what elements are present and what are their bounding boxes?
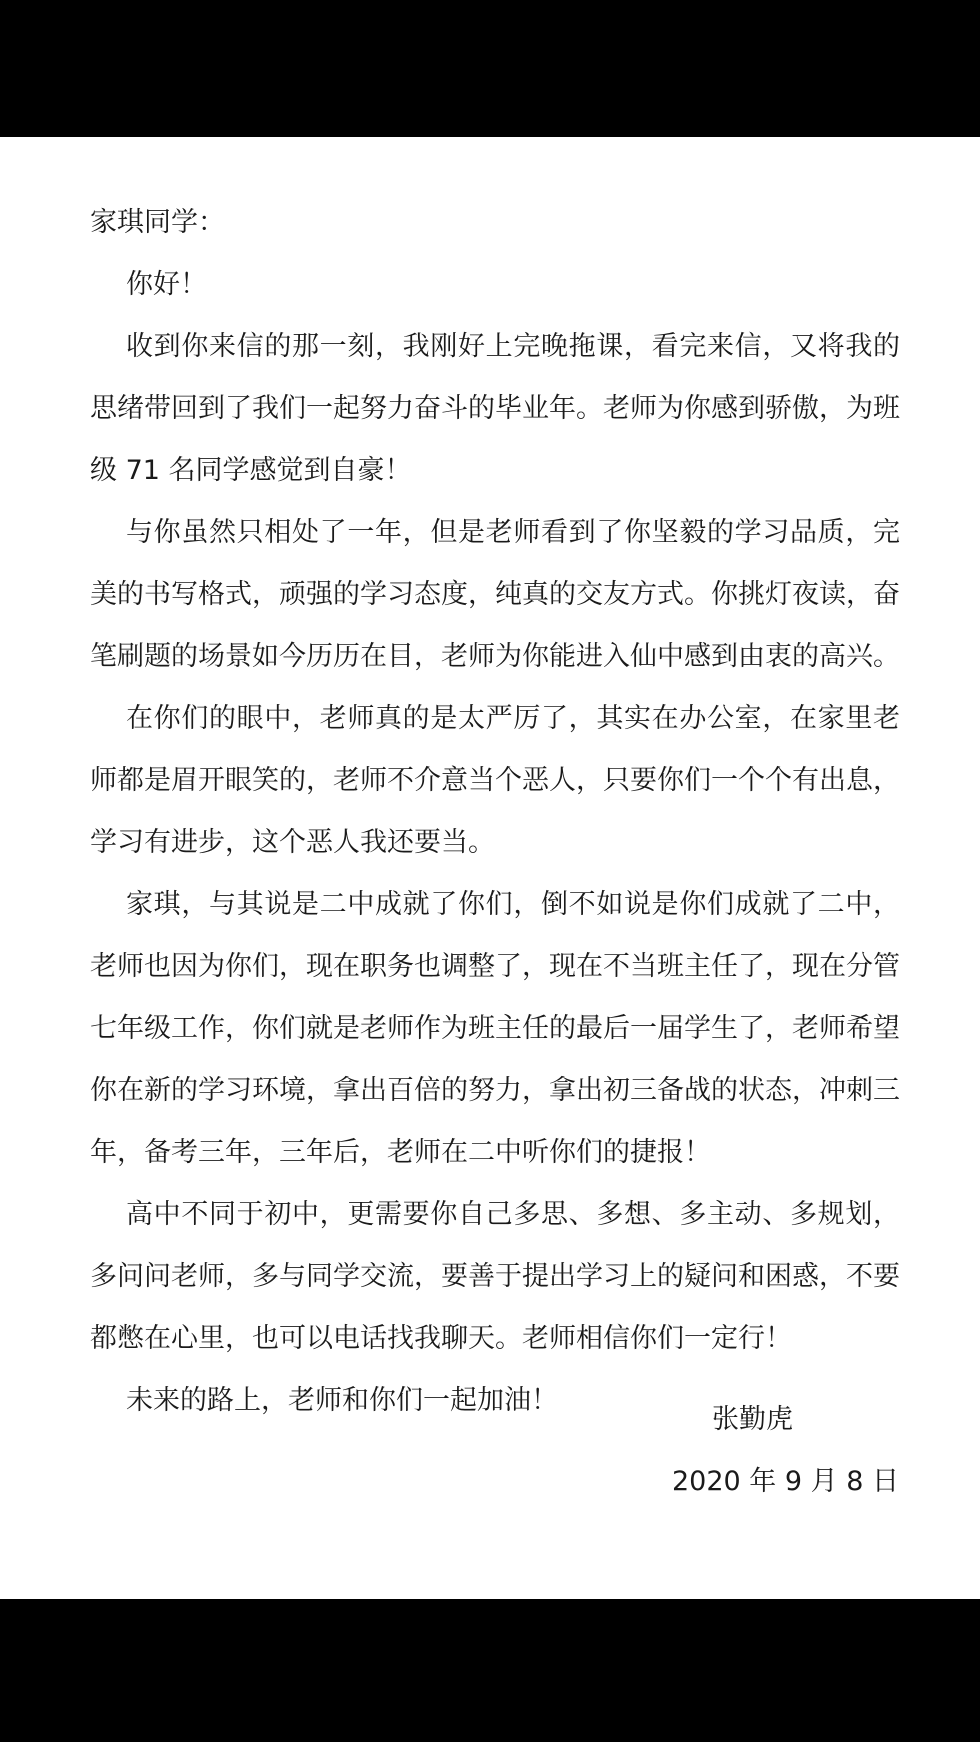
bottom-black-bar [0,1599,980,1742]
paragraph-4: 家琪，与其说是二中成就了你们，倒不如说是你们成就了二中，老师也因为你们，现在职务也调整了，现在不当班主任了，现在分管七年级工作，你们就是老师作为班主任的最后一届学生了，老师希望你在新的学习环境，拿出百倍的努力，拿出初三备战的状态，冲刺三年，备考三年，三年后，老师在二中听你们的捷报！ [90,889,900,1168]
paragraph-2: 与你虽然只相处了一年，但是老师看到了你坚毅的学习品质，完美的书写格式，顽强的学习态度，纯真的交友方式。你挑灯夜读，奋笔刷题的场景如今历历在目，老师为你能进入仙中感到由衷的高兴。 [90,517,900,672]
paragraph-6: 未来的路上，老师和你们一起加油！ [126,1385,558,1416]
greeting: 你好！ [126,269,207,300]
letter-date: 2020 年 9 月 8 日 [672,1466,899,1497]
letter-body [90,192,900,1432]
paragraph-1: 收到你来信的那一刻，我刚好上完晚拖课，看完来信，又将我的思绪带回到了我们一起努力奋斗的毕业年。老师为你感到骄傲，为班级 71 名同学感觉到自豪！ [90,331,900,486]
paragraph-5: 高中不同于初中，更需要你自己多思、多想、多主动、多规划，多问问老师，多与同学交流，要善于提出学习上的疑问和困惑，不要都憋在心里，也可以电话找我聊天。老师相信你们一定行！ [90,1199,900,1354]
signature: 张勤虎 [712,1404,793,1435]
salutation: 家琪同学： [90,207,225,238]
letter-page [0,137,980,1599]
top-black-bar [0,0,980,137]
paragraph-3: 在你们的眼中，老师真的是太严厉了，其实在办公室，在家里老师都是眉开眼笑的，老师不介意当个恶人，只要你们一个个有出息，学习有进步，这个恶人我还要当。 [90,703,900,858]
